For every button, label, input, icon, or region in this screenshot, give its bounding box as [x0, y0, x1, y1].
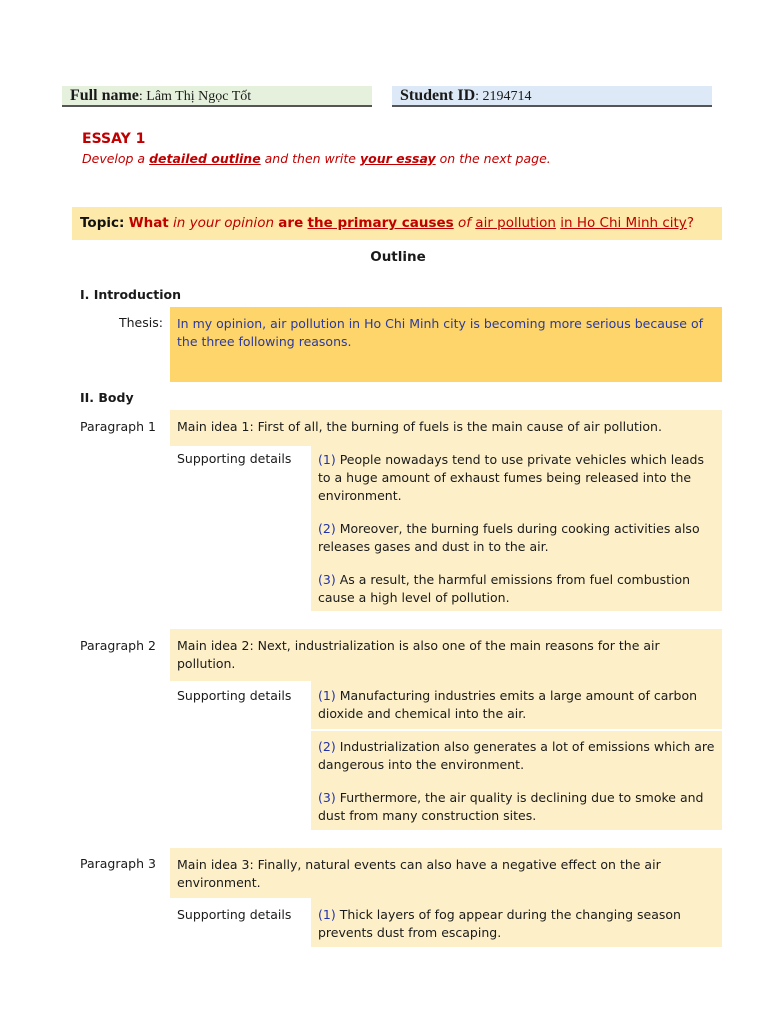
student-id-value: : 2194714: [475, 89, 532, 104]
essay-title: ESSAY 1: [82, 131, 146, 147]
paragraph-1-label: Paragraph 1: [80, 419, 156, 434]
full-name-value: : Lâm Thị Ngọc Tốt: [138, 89, 252, 104]
list-item: (1) Manufacturing industries emits a large amount of carbon dioxide and chemical into the air.: [318, 688, 698, 721]
list-item: (3) As a result, the harmful emissions from fuel combustion cause a high level of pollution.: [318, 572, 691, 605]
paragraph-3-label: Paragraph 3: [80, 856, 156, 871]
student-id-field: [392, 86, 712, 107]
topic-box: Topic: What in your opinion are the primary causes of air pollution in Ho Chi Minh city?: [72, 207, 722, 240]
paragraph-2-supporting-label: Supporting details: [177, 688, 292, 703]
paragraph-3-main-idea: Main idea 3: Finally, natural events can also have a negative effect on the air environment.: [170, 848, 722, 898]
student-id-label: Student ID: [400, 87, 476, 104]
full-name-field: [62, 86, 372, 107]
list-item: (1) People nowadays tend to use private vehicles which leads to a huge amount of exhaust fumes being released into the environment.: [318, 452, 704, 503]
list-item: (1) Thick layers of fog appear during the changing season prevents dust from escaping.: [318, 907, 681, 940]
topic-label: Topic:: [80, 215, 125, 231]
paragraph-2-label: Paragraph 2: [80, 638, 156, 653]
paragraph-2-detail-2: [311, 731, 722, 830]
thesis-label: Thesis:: [119, 315, 163, 330]
list-item: (2) Moreover, the burning fuels during cooking activities also releases gases and dust in to the air.: [318, 521, 700, 554]
outline-heading: Outline: [370, 249, 426, 265]
paragraph-2-main-idea: Main idea 2: Next, industrialization is also one of the main reasons for the air pollution.: [170, 629, 722, 681]
paragraph-3-details: [311, 898, 722, 947]
paragraph-1-main-idea: Main idea 1: First of all, the burning of fuels is the main cause of air pollution.: [170, 410, 722, 446]
essay-instructions: Develop a detailed outline and then write your essay on the next page.: [82, 151, 551, 166]
body-heading: II. Body: [80, 390, 134, 405]
paragraph-2-detail-1: [311, 681, 722, 729]
list-item: (3) Furthermore, the air quality is declining due to smoke and dust from many construction sites.: [318, 790, 704, 823]
paragraph-3-supporting-label: Supporting details: [177, 907, 292, 922]
full-name-label: Full name: [70, 87, 139, 104]
intro-heading: I. Introduction: [80, 287, 182, 302]
paragraph-1-supporting-label: Supporting details: [177, 451, 292, 466]
list-item: (2) Industrialization also generates a lot of emissions which are dangerous into the environment.: [318, 739, 715, 772]
paragraph-1-details: [311, 446, 722, 611]
thesis-text: In my opinion, air pollution in Ho Chi Minh city is becoming more serious because of the three following reasons.: [170, 307, 722, 382]
